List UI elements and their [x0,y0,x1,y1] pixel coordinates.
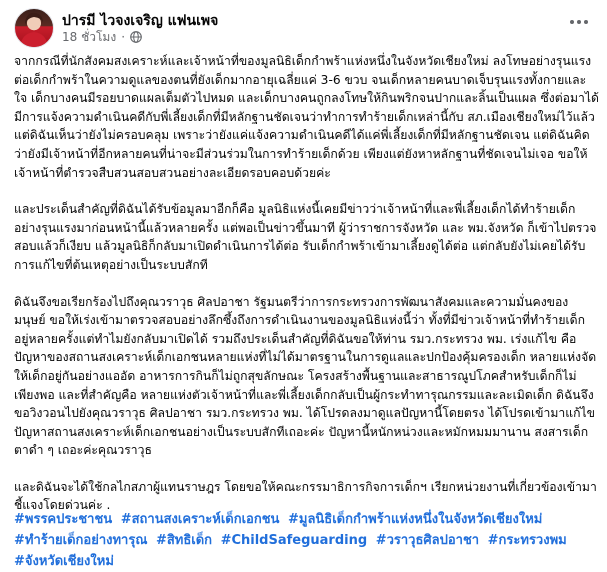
hashtag-link[interactable]: #สถานสงเคราะห์เด็กเอกชน [120,512,280,527]
avatar-portrait-icon [15,9,53,47]
hashtag-list [14,509,599,572]
more-options-icon[interactable] [565,12,593,32]
hashtag-link[interactable]: #จังหวัดเชียงใหม่ [14,554,114,569]
hashtag-link[interactable]: #ทำร้ายเด็กอย่างทารุณ [14,533,148,548]
hashtag-link[interactable]: #พรรคประชาชน [14,512,113,527]
post-paragraph-2: และประเด็นสำคัญที่ดิฉันได้รับข้อมูลมาอีกก็คือ มูลนิธิแห่งนี้เคยมีข่าวว่าเจ้าหน้าที่และพี่เลี้ยงเด็กได้ทำร้ายเด็กอย่างรุนแรงมาก่อนหน้านี้แล้วหลายครั้ง แต่พอเป็นข่าวขึ้นมาที ผู้ว่าราชการจังหวัด และ พม.จังหวัด ก็เข้าไปตรวจสอบแล้วก็เงียบ แล้วมูลนิธิก็กลับมาเปิดดำเนินการได้ต่อ รับเด็กกำพร้าเข้ามาเลี้ยงดูได้ต่อ แต่กลับยังไม่เคยได้รับการแก้ไขที่ต้นเหตุอย่างเป็นระบบสักที [14,202,597,272]
author-name[interactable]: ปารมี ไวจงเจริญ แฟนเพจ [62,13,219,29]
hashtag-link[interactable]: #กระทรวงพม [487,533,567,548]
post-paragraph-1: จากกรณีที่นักสังคมสงเคราะห์และเจ้าหน้าที่ของมูลนิธิเด็กกำพร้าแห่งหนึ่งในจังหวัดเชียงใหม่ ลงโทษอย่างรุนแรงต่อเด็กกำพร้าในความดูแลของตนที่ยังเด็กมากอายุเฉลี่ยแค่ 3-6 ขวบ จนเด็กหลายคนบาดเจ็บรุนแรงทั้งกายและใจ เด็กบางคนมีรอยบาดแผลเต็มตัวไปหมด และเด็กบางคนถูกลงโทษให้กินพริกจนปากและลิ้นเป็นแผล ซึ่งต่อมาได้มีการแจ้งความดำเนินคดีกับพี่เลี้ยงเด็กที่มีหลักฐานชัดเจนว่าทำการทำร้ายเด็กเหล่านี้กับ สภ.เมืองเชียงใหม่ไว้แล้ว แต่ดิฉันเห็นว่ายังไม่ครอบคลุม เพราะว่ายังแค่แจ้งความดำเนินคดีได้แค่พี่เลี้ยงเด็กที่มีหลักฐานชัดเจน แต่ดิฉันคิดว่ายังมีเจ้าหน้าที่อีกหลายคนที่น่าจะมีส่วนร่วมในการทำร้ายเด็กด้วย เพียงแต่ยังหาหลักฐานที่ชัดเจนไม่เจอ ขอให้เจ้าหน้าที่ตำรวจสืบสวนสอบสวนอย่างละเอียดรอบคอบด้วยค่ะ [14,54,599,180]
hashtag-link[interactable]: #สิทธิเด็ก [155,533,213,548]
meta-separator: · [121,30,126,44]
post-paragraph-4: และดิฉันจะได้ใช้กลไกสภาผู้แทนราษฎร โดยขอให้คณะกรรมาธิการกิจการเด็กฯ เรียกหน่วยงานที่เกี่ยวข้องเข้ามาชี้แจงโดยด่วนค่ะ . [14,479,597,513]
post-paragraph-3: ดิฉันจึงขอเรียกร้องไปถึงคุณวราวุธ ศิลปอาชา รัฐมนตรีว่าการกระทรวงการพัฒนาสังคมและความมั่นคงของมนุษย์ ขอให้เร่งเข้ามาตรวจสอบอย่างลึกซึ้งถึงการดำเนินงานของมูลนิธิแห่งนี้ว่า ทั้งที่มีข่าวเจ้าหน้าที่ทำร้ายเด็กอยู่หลายครั้งแต่ทำไมยังกลับมาเปิดได้ รวมถึงประเด็นสำคัญที่ดิฉันขอให้ท่าน รมว.กระทรวง พม. เร่งแก้ไข คือ ปัญหาของสถานสงเคราะห์เด็กเอกชนหลายแห่งที่ไม่ได้มาตรฐานในการดูแลและปกป้องคุ้มครองเด็ก หลายแห่งจัดให้เด็กอยู่กันอย่างแออัด อาหารการกินก็ไม่ถูกสุขลักษณะ โครงสร้างพื้นฐานและสาธารณูปโภคสำหรับเด็กก็ไม่เพียงพอ และที่สำคัญคือ หลายแห่งตัวเจ้าหน้าที่และพี่เลี้ยงเด็กกลับเป็นผู้กระทำทารุณกรรมและละเมิดเด็ก ดิฉันจึงขอวิงวอนไปยังคุณวราวุธ ศิลปอาชา รมว.กระทรวง พม. ได้โปรดลงมาดูแลปัญหานี้โดยตรง ได้โปรดเข้ามาแก้ไขปัญหาสถานสงเคราะห์เด็กเอกชนอย่างเป็นระบบสักทีเถอะค่ะ ปัญหานี้หนักหน่วงและหมักหมมมานาน สงสารเด็กตาดำ ๆ เถอะค่ะคุณวราวุธ [14,294,597,458]
hashtag-link[interactable]: #มูลนิธิเด็กกำพร้าแห่งหนึ่งในจังหวัดเชียงใหม่ [287,512,543,527]
author-avatar[interactable] [14,8,54,48]
globe-icon[interactable] [130,31,142,43]
post-body [14,52,599,533]
hashtag-link[interactable]: #ChildSafeguarding [220,533,368,548]
post-meta [62,29,142,45]
post-header [0,0,607,50]
post-time[interactable]: 18 ชั่วโมง [62,29,117,44]
hashtag-link[interactable]: #วราวุธศิลปอาชา [375,533,480,548]
